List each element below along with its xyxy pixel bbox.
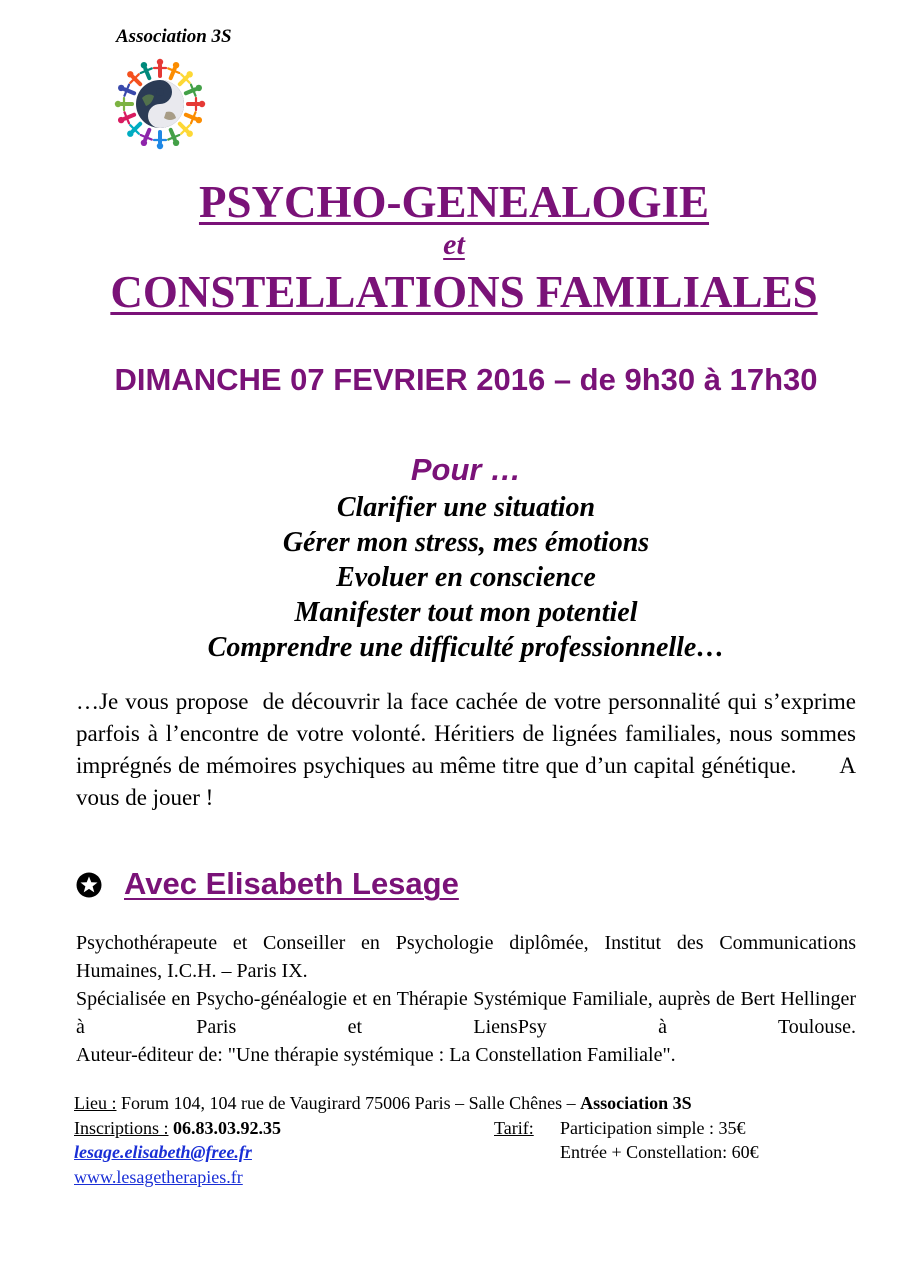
- goal-item: Manifester tout mon potentiel: [294, 597, 638, 628]
- location-association: Association 3S: [580, 1093, 692, 1113]
- pour-heading: Pour …: [410, 452, 522, 487]
- tarif-constellation: Entrée + Constellation: 60€: [560, 1142, 759, 1162]
- goal-item: Gérer mon stress, mes émotions: [282, 527, 650, 558]
- location-row: [74, 1091, 834, 1116]
- email-row: [74, 1140, 834, 1165]
- location-text: Forum 104, 104 rue de Vaugirard 75006 Paris – Salle Chênes –: [116, 1093, 581, 1113]
- goal-item: Evoluer en conscience: [336, 562, 596, 593]
- main-title-line2: CONSTELLATIONS FAMILIALES: [110, 267, 818, 317]
- title-connector: et: [443, 228, 465, 261]
- website-link[interactable]: www.lesagetherapies.fr: [74, 1166, 243, 1187]
- main-title-line1: PSYCHO-GENEALOGIE: [198, 177, 710, 227]
- registration-label: Inscriptions :: [74, 1117, 169, 1138]
- goal-item: Clarifier une situation: [336, 492, 596, 523]
- bio-paragraph: Spécialisée en Psycho-généalogie et en Thérapie Systémique Familiale, auprès de Bert Hellinger à Paris et LiensPsy à Toulouse.: [76, 988, 856, 1038]
- email-link[interactable]: lesage.elisabeth@free.fr: [74, 1142, 252, 1162]
- intro-paragraph: …Je vous propose de découvrir la face cachée de votre personnalité qui s’exprime parfois à l’encontre de votre volonté. Héritiers de lignées familiales, nous sommes imprégnés de mémoires psychiques au même titre que d’un capital génétique. A vous de jouer !: [76, 689, 862, 810]
- presenter-bio: [76, 929, 856, 1069]
- goals-list: [0, 490, 908, 665]
- goal-item: Comprendre une difficulté professionnelle…: [207, 632, 725, 663]
- association-name: Association 3S: [116, 26, 232, 47]
- globe-with-people-circle-logo: [112, 58, 208, 150]
- footer-info: [74, 1091, 834, 1189]
- star-in-circle-icon: [76, 872, 102, 898]
- registration-row: [74, 1116, 834, 1141]
- website-row: [74, 1165, 834, 1190]
- presenter-heading: Avec Elisabeth Lesage: [124, 866, 459, 901]
- tarif-label: Tarif:: [494, 1117, 534, 1138]
- bio-paragraph: Psychothérapeute et Conseiller en Psychologie diplômée, Institut des Communications Humaines, I.C.H. – Paris IX.: [76, 932, 856, 982]
- phone-number[interactable]: 06.83.03.92.35: [173, 1117, 281, 1138]
- bio-paragraph: Auteur-éditeur de: "Une thérapie systémique : La Constellation Familiale".: [76, 1044, 676, 1066]
- event-date: DIMANCHE 07 FEVRIER 2016 – de 9h30 à 17h30: [114, 362, 818, 397]
- tarif-simple: Participation simple : 35€: [560, 1117, 746, 1138]
- location-label: Lieu :: [74, 1093, 117, 1113]
